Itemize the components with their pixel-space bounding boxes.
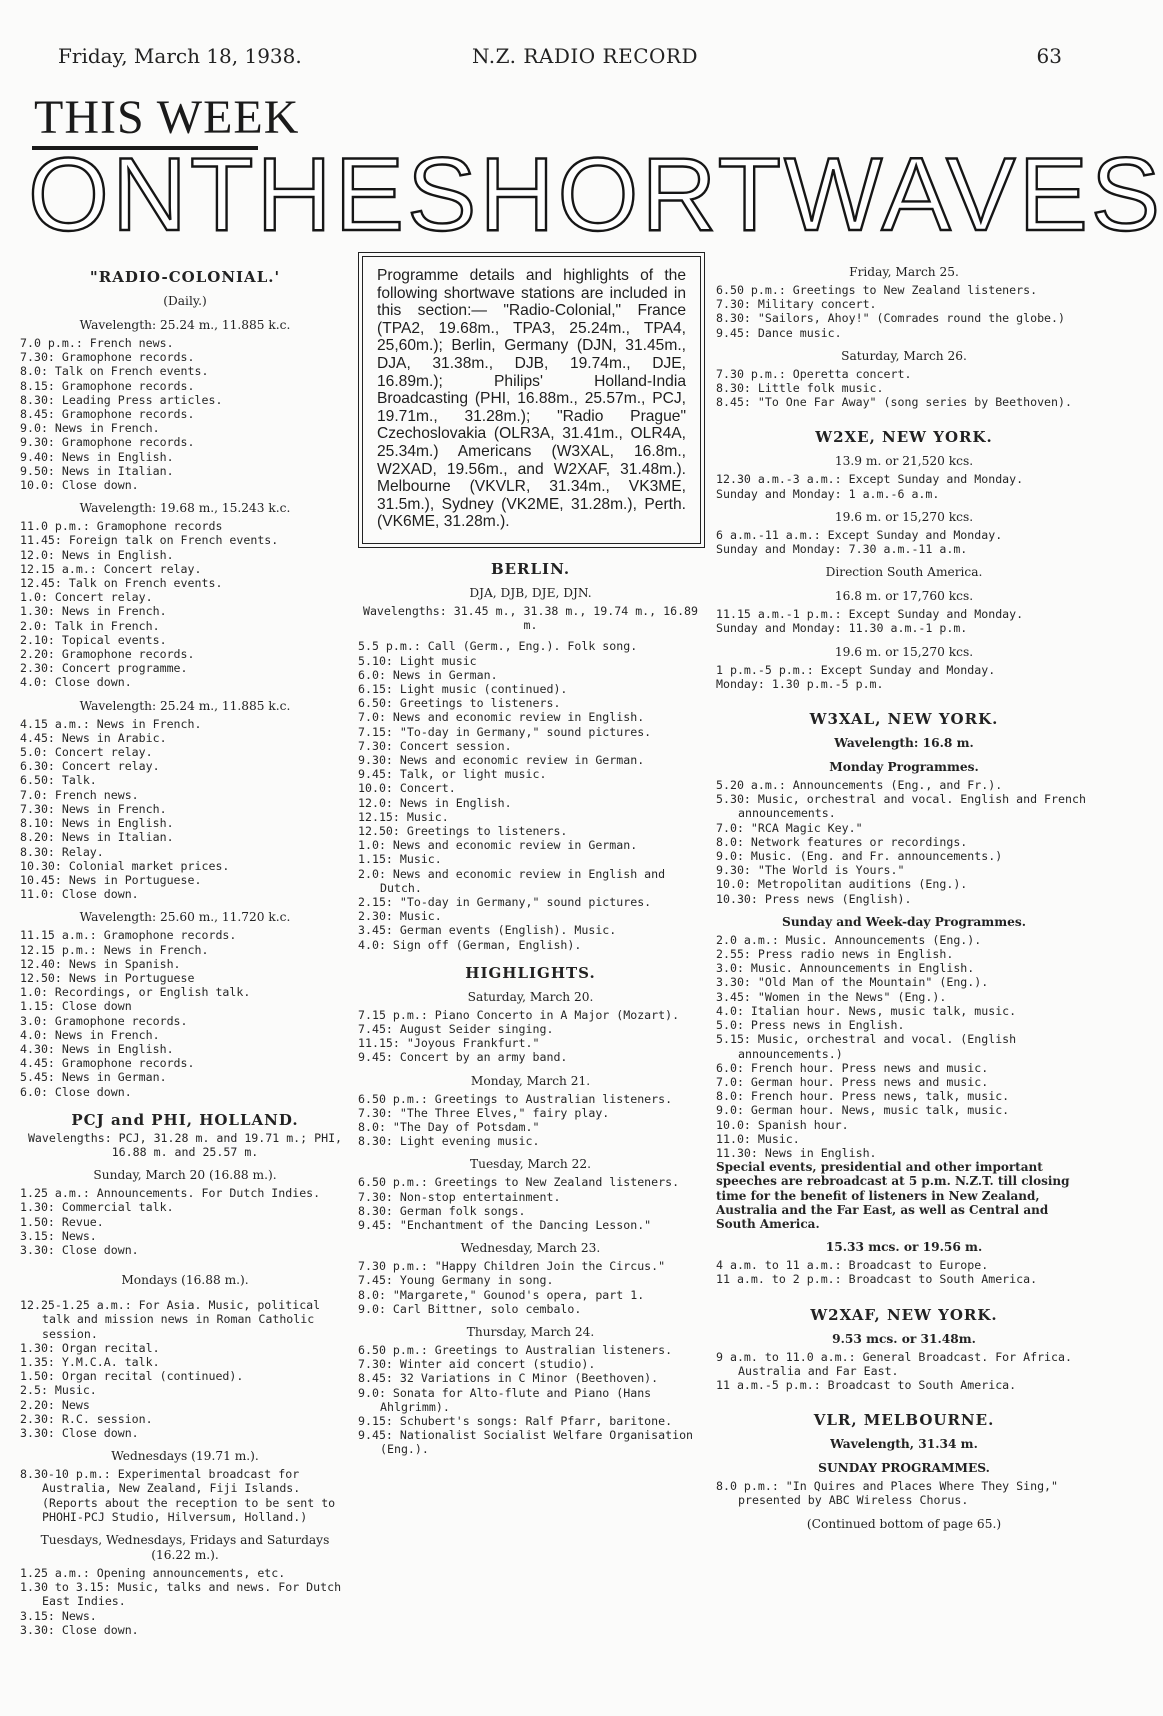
- section-subheading: Wavelength: 25.24 m., 11.885 k.c.: [79, 698, 291, 713]
- schedule-line: 8.30: Relay.: [20, 844, 104, 859]
- schedule-line: 6.0: News in German.: [358, 667, 498, 682]
- schedule-line: 3.15: News.: [20, 1228, 97, 1243]
- schedule-line: 5.0: Press news in English.: [716, 1018, 905, 1033]
- section-subheading: Friday, March 25.: [849, 265, 959, 279]
- schedule-line: 8.0: French hour. Press news, talk, music.: [716, 1089, 1010, 1104]
- schedule-line: 1.15: Close down: [20, 999, 132, 1014]
- schedule-line: 11.0 p.m.: Gramophone records: [20, 519, 223, 534]
- banner-word: SHORT: [407, 137, 785, 253]
- schedule-line: 7.45: Young Germany in song.: [358, 1273, 554, 1288]
- schedule-line: 11 a.m.-5 p.m.: Broadcast to South America.: [716, 1377, 1017, 1392]
- schedule-line: 8.30: German folk songs.: [358, 1203, 526, 1218]
- section-subheading: Thursday, March 24.: [466, 1325, 595, 1340]
- schedule-line: 9.45: Concert by an army band.: [358, 1050, 568, 1065]
- schedule-line: 9.30: News and economic review in German.: [358, 752, 645, 767]
- schedule-line: 1.25 a.m.: Announcements. For Dutch Indies.: [20, 1186, 321, 1201]
- schedule-line: 2.30: Concert programme.: [20, 661, 188, 676]
- schedule-line: 6.50 p.m.: Greetings to New Zealand listeners.: [358, 1175, 680, 1190]
- section-subheading: Saturday, March 20.: [467, 989, 594, 1004]
- section-subheading: DJA, DJB, DJE, DJN.: [469, 585, 592, 600]
- schedule-line: 3.30: Close down.: [20, 1426, 139, 1440]
- schedule-line: 8.0: "Margarete," Gounod's opera, part 1.: [358, 1287, 645, 1302]
- schedule-line: 7.30: Military concert.: [716, 297, 877, 312]
- special-note: Special events, presidential and other important speeches are rebroadcast at 5 p.m. N.Z.T. till closing time for the benefit of listeners in New Zealand, Australia and the Far East, as well as Central and South America.: [716, 1160, 1070, 1231]
- schedule-line: 1.30: News in French.: [20, 604, 167, 619]
- schedule-line: 2.30: R.C. session.: [20, 1411, 153, 1426]
- schedule-line: 2.20: Gramophone records.: [20, 647, 195, 662]
- station-heading: W2XE, NEW YORK.: [815, 428, 993, 447]
- schedule-line: 7.30: "The Three Elves," fairy play.: [358, 1105, 610, 1120]
- schedule-line: 9.30: "The World is Yours.": [716, 863, 905, 878]
- schedule-line: 8.0 p.m.: "In Quires and Places Where They Sing," presented by ABC Wireless Chorus.: [716, 1479, 1059, 1508]
- section-subheading: Direction South America.: [825, 565, 983, 580]
- schedule-line: 9 a.m. to 11.0 a.m.: General Broadcast. For Africa. Australia and Far East.: [716, 1349, 1072, 1378]
- section-subheading: 15.33 mcs. or 19.56 m.: [825, 1240, 983, 1255]
- schedule-line: 10.0: Concert.: [358, 781, 456, 796]
- schedule-line: 3.30: "Old Man of the Mountain" (Eng.).: [716, 975, 989, 990]
- schedule-line: 12.25-1.25 a.m.: For Asia. Music, political talk and mission news in Roman Catholic session.: [20, 1298, 321, 1341]
- schedule-line: Monday: 1.30 p.m.-5 p.m.: [716, 676, 884, 691]
- schedule-line: 11.15 a.m.: Gramophone records.: [20, 928, 237, 943]
- schedule-line: 5.45: News in German.: [20, 1070, 167, 1085]
- schedule-line: 1.30: Organ recital.: [20, 1340, 160, 1355]
- section-subheading: (Daily.): [163, 294, 207, 308]
- schedule-line: 7.15: "To-day in Germany," sound pictures.: [358, 724, 652, 739]
- schedule-line: 2.10: Topical events.: [20, 632, 167, 647]
- intro-text: Programme details and highlights of the following shortwave stations are included in this section:— "Radio-Colonial," France (TPA2, 19.68m., TPA3, 25.24m., TPA4, 25,60m.); Berlin, Germany (DJN, 31.45m., DJA, 31.38m., DJB, 19.74m., DJE, 16.89m.); Philips' Holland-India Broadcasting (PHI, 16.88m., 25.57m., PCJ, 19.71m., 31.28m.); "Radio Prague" Czechoslovakia (OLR3A, 31.41m., OLR4A, 25.34m.) Americans (W3XAL, 16.8m., W2XAD, 19.56m., and W2XAF, 31.48m.). Melbourne (VKVLR, 31.34m., VK3ME, 31.5m.), Sydney (VK2ME, 31.28m.), Perth. (VK6ME, 31.28m.).: [377, 267, 686, 531]
- schedule-line: 4.0: Close down.: [20, 675, 132, 690]
- schedule-line: 10.30: Colonial market prices.: [20, 858, 230, 873]
- schedule-line: 4.45: News in Arabic.: [20, 730, 167, 745]
- issue-date: Friday, March 18, 1938.: [58, 44, 302, 68]
- section-subheading: Wednesdays (19.71 m.).: [111, 1449, 259, 1464]
- schedule-line: 12.40: News in Spanish.: [20, 956, 181, 971]
- schedule-line: 11.15: "Joyous Frankfurt.": [358, 1036, 540, 1051]
- schedule-line: 1.0: Concert relay.: [20, 590, 153, 605]
- schedule-line: 8.15: Gramophone records.: [20, 378, 195, 393]
- schedule-line: 6.0: French hour. Press news and music.: [716, 1060, 989, 1075]
- schedule-line: 6.50 p.m.: Greetings to Australian listeners.: [358, 1091, 673, 1106]
- banner-title: [28, 137, 1163, 253]
- schedule-line: 5.0: Concert relay.: [20, 745, 153, 760]
- schedule-line: 6 a.m.-11 a.m.: Except Sunday and Monday.: [716, 527, 1003, 542]
- schedule-line: 6.50: Talk.: [20, 773, 97, 788]
- schedule-line: 1.30 to 3.15: Music, talks and news. For Dutch East Indies.: [20, 1580, 342, 1609]
- section-subheading: Monday Programmes.: [829, 760, 979, 775]
- schedule-line: 9.0: Carl Bittner, solo cembalo.: [358, 1301, 582, 1316]
- spacer: [716, 1287, 1092, 1294]
- schedule-line: 7.45: August Seider singing.: [358, 1021, 554, 1036]
- schedule-line: 2.0: Talk in French.: [20, 618, 160, 633]
- schedule-line: 4 a.m. to 11 a.m.: Broadcast to Europe.: [716, 1258, 989, 1273]
- schedule-line: 3.0: Gramophone records.: [20, 1013, 188, 1028]
- schedule-line: 8.30-10 p.m.: Experimental broadcast for Australia, New Zealand, Fiji Islands. (Reports about the reception to be sent to PHOHI-PCJ Studio, Hilversum, Holland.): [20, 1467, 336, 1524]
- station-heading: "RADIO-COLONIAL.': [89, 268, 281, 286]
- schedule-line: 9.0: Music. (Eng. and Fr. announcements.): [716, 849, 1003, 864]
- schedule-line: 2.5: Music.: [20, 1383, 97, 1398]
- section-subheading: 13.9 m. or 21,520 kcs.: [834, 454, 974, 469]
- schedule-line: 7.30: Non-stop entertainment.: [358, 1189, 561, 1204]
- schedule-line: 3.45: "Women in the News" (Eng.).: [716, 989, 947, 1004]
- section-subheading: Saturday, March 26.: [841, 348, 967, 363]
- schedule-line: 4.45: Gramophone records.: [20, 1056, 195, 1071]
- section-subheading: Wavelength: 16.8 m.: [834, 736, 974, 751]
- spacer: [358, 632, 703, 639]
- schedule-line: 4.0: Sign off (German, English).: [358, 937, 582, 952]
- section-subheading: 19.6 m. or 15,270 kcs.: [834, 644, 974, 659]
- schedule-line: 12.15 a.m.: Concert relay.: [20, 561, 202, 576]
- schedule-line: 9.45: Dance music.: [716, 325, 842, 340]
- schedule-line: 8.10: News in English.: [20, 816, 174, 831]
- schedule-line: 9.45: Nationalist Socialist Welfare Organisation (Eng.).: [358, 1428, 694, 1457]
- banner-word: THE: [190, 137, 407, 253]
- banner-word: WAVES: [784, 137, 1163, 253]
- schedule-line: 6.0: Close down.: [20, 1084, 132, 1099]
- section-subheading: Wavelength: 25.24 m., 11.885 k.c.: [79, 318, 291, 332]
- intro-box: [362, 256, 701, 544]
- schedule-line: 7.0: "RCA Magic Key.": [716, 820, 863, 835]
- station-heading: HIGHLIGHTS.: [465, 963, 596, 982]
- column-berlin: [358, 256, 703, 1457]
- schedule-line: 10.45: News in Portuguese.: [20, 872, 202, 887]
- section-subheading: Monday, March 21.: [470, 1073, 591, 1088]
- schedule-line: 1.25 a.m.: Opening announcements, etc.: [20, 1566, 286, 1581]
- schedule-line: 8.30: Light evening music.: [358, 1134, 540, 1149]
- schedule-line: 10.30: Press news (English).: [716, 891, 912, 906]
- section-subheading: Mondays (16.88 m.).: [121, 1273, 249, 1288]
- schedule-line: 5.20 a.m.: Announcements (Eng., and Fr.).: [716, 778, 1003, 793]
- schedule-line: 9.50: News in Italian.: [20, 463, 174, 478]
- schedule-line: 12.50: News in Portuguese: [20, 970, 195, 985]
- schedule-line: 8.30: "Sailors, Ahoy!" (Comrades round the globe.): [716, 311, 1066, 326]
- schedule-line: 7.15 p.m.: Piano Concerto in A Major (Mozart).: [358, 1007, 680, 1022]
- schedule-line: 4.0: News in French.: [20, 1027, 160, 1042]
- section-subheading: (Continued bottom of page 65.): [806, 1516, 1002, 1531]
- schedule-line: 3.15: News.: [20, 1608, 97, 1623]
- section-subheading: Wavelength: 25.60 m., 11.720 k.c.: [79, 910, 291, 925]
- schedule-line: 2.0 a.m.: Music. Announcements (Eng.).: [716, 932, 982, 947]
- schedule-line: 1.30: Commercial talk.: [20, 1200, 174, 1215]
- section-subheading: SUNDAY PROGRAMMES.: [818, 1461, 990, 1476]
- station-heading: BERLIN.: [490, 559, 571, 578]
- schedule-line: Wavelengths: PCJ, 31.28 m. and 19.71 m.; PHI, 16.88 m. and 25.57 m.: [27, 1130, 343, 1159]
- schedule-line: 1 p.m.-5 p.m.: Except Sunday and Monday.: [716, 662, 996, 677]
- schedule-line: 7.0: German hour. Press news and music.: [716, 1074, 989, 1089]
- station-heading: PCJ and PHI, HOLLAND.: [71, 1110, 299, 1129]
- schedule-line: 1.0: News and economic review in German.: [358, 838, 638, 853]
- schedule-line: 8.30: Little folk music.: [716, 381, 884, 396]
- schedule-line: 6.50: Greetings to listeners.: [358, 696, 561, 711]
- section-subheading: Tuesday, March 22.: [469, 1157, 592, 1172]
- schedule-line: 9.40: News in English.: [20, 449, 174, 464]
- section-subheading: 9.53 mcs. or 31.48m.: [832, 1331, 976, 1346]
- kicker-title: THIS WEEK: [34, 91, 300, 144]
- schedule-line: 2.0: News and economic review in English and Dutch.: [358, 866, 666, 895]
- schedule-line: 3.0: Music. Announcements in English.: [716, 961, 975, 976]
- schedule-line: 7.30: Concert session.: [358, 738, 512, 753]
- spacer: [716, 1392, 1092, 1399]
- schedule-line: 7.30 p.m.: "Happy Children Join the Circus.": [358, 1259, 666, 1274]
- schedule-line: 8.0: Talk on French events.: [20, 364, 209, 379]
- schedule-line: 9.15: Schubert's songs: Ralf Pfarr, baritone.: [358, 1414, 673, 1429]
- schedule-line: 9.0: Sonata for Alto-flute and Piano (Hans Ahlgrimm).: [358, 1385, 652, 1414]
- schedule-line: 8.0: "The Day of Potsdam.": [358, 1120, 540, 1134]
- schedule-line: Sunday and Monday: 1 a.m.-6 a.m.: [716, 486, 940, 501]
- schedule-line: 8.45: "To One Far Away" (song series by Beethoven).: [716, 395, 1072, 410]
- schedule-line: 4.0: Italian hour. News, music talk, music.: [716, 1003, 1017, 1018]
- schedule-line: 7.30 p.m.: Operetta concert.: [716, 366, 912, 381]
- schedule-line: 11.45: Foreign talk on French events.: [20, 533, 279, 548]
- schedule-line: 7.30: Gramophone records.: [20, 350, 195, 365]
- schedule-line: 12.50: Greetings to listeners.: [358, 823, 568, 838]
- column-radio-colonial-holland: [20, 256, 350, 1637]
- spacer: [20, 1291, 350, 1298]
- schedule-line: 12.45: Talk on French events.: [20, 576, 223, 591]
- schedule-line: Sunday and Monday: 11.30 a.m.-1 p.m.: [716, 621, 968, 636]
- section-subheading: Sunday, March 20 (16.88 m.).: [93, 1168, 277, 1183]
- spacer: [716, 691, 1092, 698]
- schedule-line: 3.30: Close down.: [20, 1622, 139, 1637]
- banner-word: ON: [28, 137, 190, 253]
- station-heading: VLR, MELBOURNE.: [813, 1411, 995, 1430]
- schedule-line: 2.20: News: [20, 1397, 90, 1412]
- schedule-line: 11 a.m. to 2 p.m.: Broadcast to South America.: [716, 1272, 1038, 1287]
- schedule-line: 5.5 p.m.: Call (Germ., Eng.). Folk song.: [358, 639, 638, 654]
- schedule-line: 7.30: Winter aid concert (studio).: [358, 1357, 596, 1372]
- schedule-line: 2.55: Press radio news in English.: [716, 947, 954, 962]
- spacer: [716, 409, 1092, 416]
- schedule-line: 5.15: Music, orchestral and vocal. (English announcements.): [716, 1032, 1017, 1061]
- schedule-line: 9.45: Talk, or light music.: [358, 767, 547, 782]
- schedule-line: 5.30: Music, orchestral and vocal. English and French announcements.: [716, 792, 1086, 821]
- schedule-line: 11.30: News in English.: [716, 1145, 877, 1160]
- schedule-line: 2.30: Music.: [358, 909, 442, 924]
- page-number: 63: [1036, 44, 1062, 68]
- schedule-line: 4.15 a.m.: News in French.: [20, 716, 202, 731]
- schedule-line: 9.0: German hour. News, music talk, music.: [716, 1103, 1010, 1118]
- schedule-line: 8.0: Network features or recordings.: [716, 834, 968, 849]
- column-american-australian: [716, 256, 1092, 1535]
- schedule-line: 1.35: Y.M.C.A. talk.: [20, 1354, 160, 1369]
- section-subheading: Wavelength, 31.34 m.: [830, 1437, 978, 1452]
- section-subheading: Wednesday, March 23.: [460, 1241, 601, 1256]
- station-heading: W2XAF, NEW YORK.: [810, 1305, 998, 1324]
- schedule-line: 10.0: Metropolitan auditions (Eng.).: [716, 877, 968, 892]
- schedule-line: 10.0: Spanish hour.: [716, 1117, 849, 1132]
- schedule-line: 7.30: News in French.: [20, 801, 167, 816]
- schedule-line: 1.50: Revue.: [20, 1214, 104, 1229]
- schedule-line: 5.10: Light music: [358, 653, 477, 668]
- section-subheading: 16.8 m. or 17,760 kcs.: [834, 589, 974, 604]
- schedule-line: 2.15: "To-day in Germany," sound pictures.: [358, 894, 652, 909]
- schedule-line: 3.45: German events (English). Music.: [358, 923, 617, 938]
- schedule-line: 9.0: News in French.: [20, 421, 160, 436]
- schedule-line: 1.15: Music.: [358, 852, 442, 867]
- schedule-line: 11.15 a.m.-1 p.m.: Except Sunday and Monday.: [716, 607, 1024, 622]
- schedule-line: 7.0: French news.: [20, 787, 139, 802]
- schedule-line: Sunday and Monday: 7.30 a.m.-11 a.m.: [716, 542, 968, 557]
- schedule-line: Wavelengths: 31.45 m., 31.38 m., 19.74 m., 16.89 m.: [362, 603, 699, 633]
- schedule-line: 12.15 p.m.: News in French.: [20, 942, 209, 957]
- schedule-line: 9.45: "Enchantment of the Dancing Lesson.": [358, 1218, 652, 1233]
- schedule-line: 11.0: Music.: [716, 1131, 800, 1146]
- schedule-line: 12.0: News in English.: [20, 547, 174, 562]
- schedule-line: 8.20: News in Italian.: [20, 830, 174, 845]
- schedule-line: 4.30: News in English.: [20, 1041, 174, 1056]
- section-subheading: Wavelength: 19.68 m., 15.243 k.c.: [79, 501, 291, 516]
- running-header: [58, 44, 1062, 68]
- section-subheading: Sunday and Week-day Programmes.: [782, 914, 1026, 929]
- schedule-line: 12.30 a.m.-3 a.m.: Except Sunday and Monday.: [716, 472, 1024, 487]
- schedule-line: 8.45: Gramophone records.: [20, 407, 195, 422]
- berlin-listing: [358, 559, 703, 1457]
- schedule-line: 1.50: Organ recital (continued).: [20, 1369, 244, 1384]
- schedule-line: 6.50 p.m.: Greetings to New Zealand listeners.: [716, 283, 1038, 297]
- publication-name: N.Z. RADIO RECORD: [472, 44, 698, 68]
- schedule-line: 12.15: Music.: [358, 809, 449, 824]
- schedule-line: 11.0: Close down.: [20, 887, 139, 902]
- schedule-line: 1.0: Recordings, or English talk.: [20, 985, 251, 1000]
- schedule-line: 8.30: Leading Press articles.: [20, 392, 223, 407]
- station-heading: W3XAL, NEW YORK.: [809, 710, 999, 729]
- schedule-line: 10.0: Close down.: [20, 478, 139, 493]
- schedule-line: 3.30: Close down.: [20, 1242, 139, 1257]
- section-subheading: Tuesdays, Wednesdays, Fridays and Saturdays (16.22 m.).: [40, 1533, 330, 1563]
- schedule-line: 8.45: 32 Variations in C Minor (Beethoven).: [358, 1371, 659, 1386]
- spacer: [20, 1257, 350, 1264]
- schedule-line: 9.30: Gramophone records.: [20, 435, 195, 450]
- schedule-line: 7.0 p.m.: French news.: [20, 336, 174, 350]
- schedule-line: 6.15: Light music (continued).: [358, 681, 568, 696]
- schedule-line: 6.50 p.m.: Greetings to Australian listeners.: [358, 1343, 673, 1358]
- schedule-line: 7.0: News and economic review in English.: [358, 710, 645, 725]
- schedule-line: 12.0: News in English.: [358, 795, 512, 810]
- section-subheading: 19.6 m. or 15,270 kcs.: [834, 509, 974, 524]
- schedule-line: 6.30: Concert relay.: [20, 759, 160, 774]
